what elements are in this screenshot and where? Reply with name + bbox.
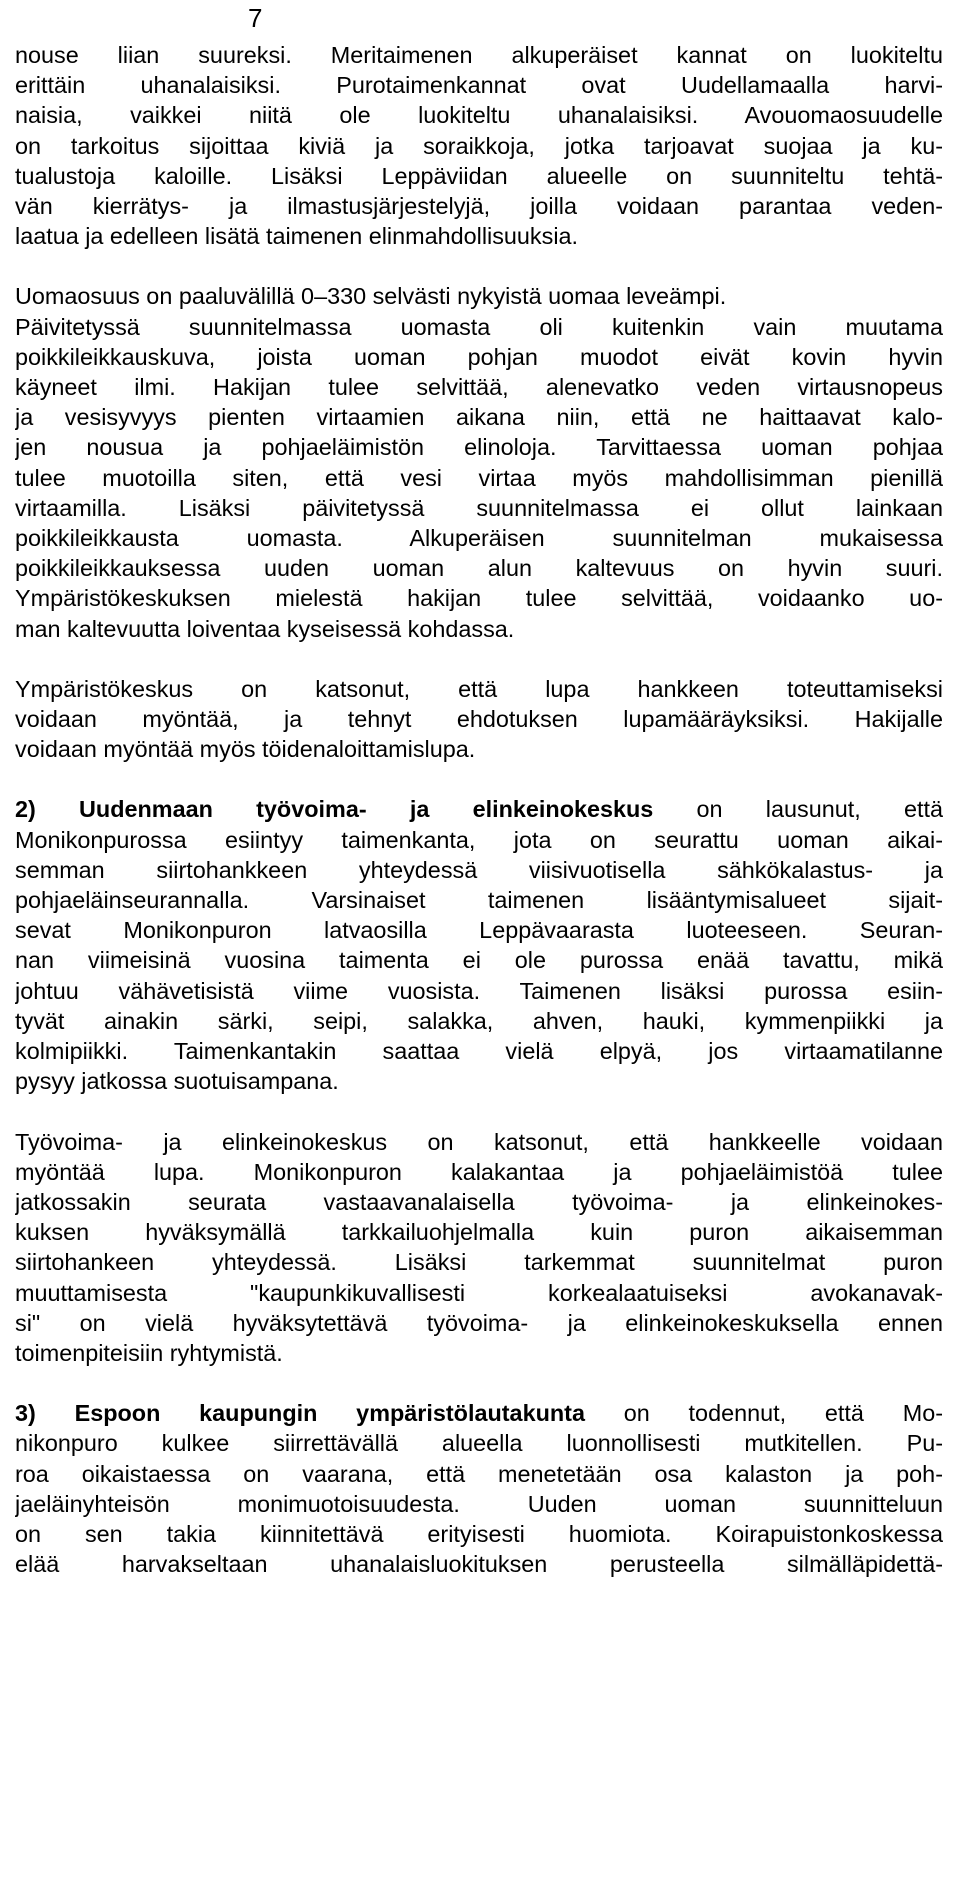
text-line: kolmipiikki. Taimenkantakin saattaa vielä elpyä, jos virtaamatilanne bbox=[15, 1038, 943, 1065]
section-heading: 2) Uudenmaan työvoima- ja elinkeinokeskus bbox=[15, 796, 654, 823]
text-line: sevat Monikonpuron latvaosilla Leppävaarasta luoteeseen. Seuran- bbox=[15, 917, 943, 944]
text-line: jen nousua ja pohjaeläimistön elinoloja. Tarvittaessa uoman pohjaa bbox=[15, 434, 943, 461]
text-line: laatua ja edelleen lisätä taimenen elinmahdollisuuksia. bbox=[15, 223, 579, 250]
text-line: si" on vielä hyväksytettävä työvoima- ja elinkeinokeskuksella ennen bbox=[15, 1309, 943, 1336]
text-line: vän kierrätys- ja ilmastusjärjestelyjä, joilla voidaan parantaa veden- bbox=[15, 193, 943, 220]
text-line: Päivitetyssä suunnitelmassa uomasta oli kuitenkin vain muutama bbox=[15, 313, 943, 340]
paragraph-3 bbox=[15, 674, 943, 765]
text-line: ja vesisyvyys pienten virtaamien aikana niin, että ne haittaavat kalo- bbox=[15, 404, 943, 431]
text-line: Ympäristökeskuksen mielestä hakijan tulee selvittää, voidaanko uo- bbox=[15, 585, 943, 612]
text-line: johtuu vähävetisistä viime vuosista. Taimenen lisäksi purossa esiin- bbox=[15, 977, 943, 1004]
text-line: siirtohankeen yhteydessä. Lisäksi tarkemmat suunnitelmat puron bbox=[15, 1249, 943, 1276]
text-line: tulee muotoilla siten, että vesi virtaa myös mahdollisimman pienillä bbox=[15, 464, 943, 491]
text-line: nan viimeisinä vuosina taimenta ei ole purossa enää tavattu, mikä bbox=[15, 947, 943, 974]
text-line: man kaltevuutta loiventaa kyseisessä kohdassa. bbox=[15, 615, 515, 642]
text-line: nikonpuro kulkee siirrettävällä alueella luonnollisesti mutkitellen. Pu- bbox=[15, 1430, 943, 1457]
text-line: pysyy jatkossa suotuisampana. bbox=[15, 1068, 339, 1095]
heading-continuation: on todennut, että Mo- bbox=[584, 1400, 943, 1427]
text-line: elää harvakseltaan uhanalaisluokituksen perusteella silmälläpidettä- bbox=[15, 1551, 943, 1578]
text-line: semman siirtohankkeen yhteydessä viisivuotisella sähkökalastus- ja bbox=[15, 856, 943, 883]
text-line: Työvoima- ja elinkeinokeskus on katsonut, että hankkeelle voidaan bbox=[15, 1128, 943, 1155]
text-line: poikkileikkauskuva, joista uoman pohjan muodot eivät kovin hyvin bbox=[15, 343, 943, 370]
text-line: voidaan myöntää, ja tehnyt ehdotuksen lupamääräyksiksi. Hakijalle bbox=[15, 706, 943, 733]
text-line: Ympäristökeskus on katsonut, että lupa hankkeen toteuttamiseksi bbox=[15, 675, 943, 702]
text-line: jaeläinyhteisön monimuotoisuudesta. Uuden uoman suunnitteluun bbox=[15, 1490, 943, 1517]
paragraph-1 bbox=[15, 40, 943, 251]
text-line: Monikonpurossa esiintyy taimenkanta, jota on seurattu uoman aikai- bbox=[15, 826, 943, 853]
text-line: virtaamilla. Lisäksi päivitetyssä suunnitelmassa ei ollut lainkaan bbox=[15, 494, 943, 521]
document-body bbox=[15, 40, 943, 1579]
paragraph-4 bbox=[15, 794, 943, 1096]
text-line: poikkileikkausta uomasta. Alkuperäisen suunnitelman mukaisessa bbox=[15, 525, 943, 552]
page-number: 7 bbox=[248, 3, 263, 33]
text-line: pohjaeläinseurannalla. Varsinaiset taimenen lisääntymisalueet sijait- bbox=[15, 887, 943, 914]
text-line: myöntää lupa. Monikonpuron kalakantaa ja pohjaeläimistöä tulee bbox=[15, 1158, 943, 1185]
paragraph-5 bbox=[15, 1127, 943, 1369]
text-line: käyneet ilmi. Hakijan tulee selvittää, alenevatko veden virtausnopeus bbox=[15, 374, 943, 401]
text-line: on tarkoitus sijoittaa kiviä ja soraikkoja, jotka tarjoavat suojaa ja ku- bbox=[15, 132, 943, 159]
text-line: on sen takia kiinnitettävä erityisesti huomiota. Koirapuistonkoskessa bbox=[15, 1520, 943, 1547]
text-line: kuksen hyväksymällä tarkkailuohjelmalla kuin puron aikaisemman bbox=[15, 1219, 943, 1246]
text-line: poikkileikkauksessa uuden uoman alun kaltevuus on hyvin suuri. bbox=[15, 555, 943, 582]
text-line bbox=[15, 794, 943, 824]
text-line: jatkossakin seurata vastaavanalaisella työvoima- ja elinkeinokes- bbox=[15, 1188, 943, 1215]
text-line: tualustoja kaloille. Lisäksi Leppäviidan alueelle on suunniteltu tehtä- bbox=[15, 162, 943, 189]
text-line: toimenpiteisiin ryhtymistä. bbox=[15, 1339, 283, 1366]
paragraph-6 bbox=[15, 1398, 943, 1579]
text-line: tyvät ainakin särki, seipi, salakka, ahven, hauki, kymmenpiikki ja bbox=[15, 1007, 943, 1034]
paragraph-2 bbox=[15, 281, 943, 643]
text-line: roa oikaistaessa on vaarana, että menetetään osa kalaston ja poh- bbox=[15, 1460, 943, 1487]
text-line: voidaan myöntää myös töidenaloittamislupa. bbox=[15, 736, 476, 763]
text-line: muuttamisesta "kaupunkikuvallisesti korkealaatuiseksi avokanavak- bbox=[15, 1279, 943, 1306]
text-line bbox=[15, 1398, 943, 1428]
text-line: naisia, vaikkei niitä ole luokiteltu uhanalaisiksi. Avouomaosuudelle bbox=[15, 102, 943, 129]
text-line: erittäin uhanalaisiksi. Purotaimenkannat ovat Uudellamaalla harvi- bbox=[15, 72, 943, 99]
text-line: Uomaosuus on paaluvälillä 0‒330 selvästi nykyistä uomaa leveämpi. bbox=[15, 283, 727, 310]
text-line: nouse liian suureksi. Meritaimenen alkuperäiset kannat on luokiteltu bbox=[15, 42, 943, 68]
heading-continuation: on lausunut, että bbox=[653, 796, 943, 823]
section-heading: 3) Espoon kaupungin ympäristölautakunta bbox=[15, 1400, 585, 1427]
